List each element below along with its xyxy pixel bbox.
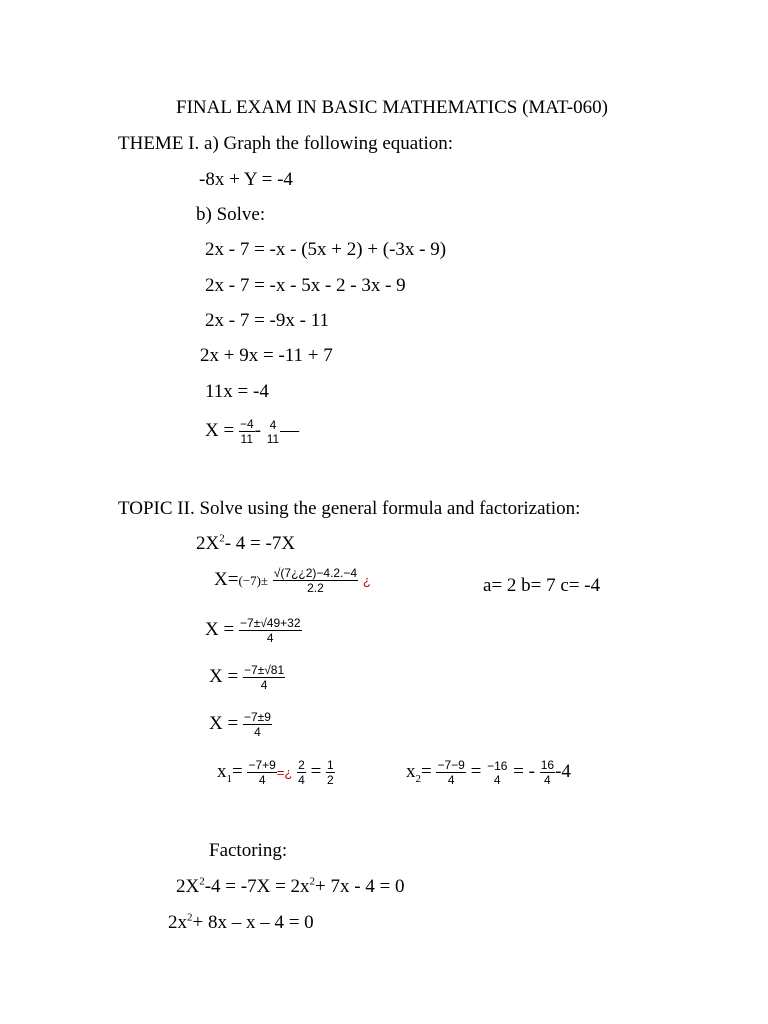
fraction-numerator: √(7¿¿2)−4.2.−4 (273, 566, 358, 581)
fraction-numerator: −7±√81 (243, 663, 285, 678)
solve-step-2: 2x - 7 = -x - 5x - 2 - 3x - 9 (205, 275, 406, 296)
x1-solution (217, 755, 335, 790)
exponent: 2 (187, 911, 193, 924)
equation-part: + 8x – x – 4 = 0 (192, 912, 314, 933)
fraction-numerator: 1 (327, 758, 334, 773)
equation-part: + 7x - 4 = 0 (315, 876, 405, 897)
exponent: 2 (219, 532, 225, 545)
fraction-denominator: 4 (544, 773, 551, 788)
fraction-numerator: −7−9 (437, 758, 465, 773)
theme1-part-b: b) Solve: (196, 204, 266, 225)
formula-step-3 (209, 707, 272, 741)
fraction-denominator: 4 (493, 772, 501, 787)
exponent: 2 (199, 875, 205, 888)
x2-solution (406, 755, 571, 789)
coefficients: a= 2 b= 7 c= -4 (483, 575, 601, 596)
fraction-numerator: −4 (239, 417, 254, 432)
x1-label: x (217, 761, 227, 782)
fraction-numerator: 2 (298, 758, 305, 773)
x2-fraction-3 (540, 758, 555, 787)
fraction-denominator: 2.2 (307, 581, 324, 596)
fraction-denominator: 4 (266, 631, 274, 646)
fraction-numerator: 4 (269, 417, 277, 432)
solve-step-4: 2x + 9x = -11 + 7 (200, 345, 333, 366)
step-fraction (243, 710, 272, 739)
factoring-line-1 (176, 876, 405, 898)
final-fraction-2 (266, 418, 280, 446)
equals: = - (513, 761, 535, 782)
step-prefix: X = (209, 666, 239, 687)
formula-step-2 (209, 660, 285, 694)
equals: = (470, 761, 482, 782)
factoring-line-2 (168, 912, 314, 934)
x2-fraction-2 (486, 759, 508, 787)
x2-label: x (406, 761, 416, 782)
fraction-denominator: 4 (254, 725, 261, 740)
equation-part: 2x (168, 912, 187, 933)
subscript: 1 (226, 772, 232, 785)
fraction-numerator: −7±9 (243, 710, 271, 725)
fraction-denominator: 4 (260, 678, 268, 693)
theme1-equation: -8x + Y = -4 (199, 169, 293, 190)
fraction-denominator: 4 (258, 773, 266, 788)
equation-part: -4 = -7X = 2x (204, 876, 310, 897)
equation-part: 2X (196, 533, 220, 554)
subscript: 2 (415, 772, 421, 785)
solve-step-1: 2x - 7 = -x - (5x + 2) + (-3x - 9) (205, 239, 447, 260)
x1-mark: =¿ (276, 765, 293, 780)
final-dash: - (254, 420, 261, 441)
equation-part: - 4 = -7X (224, 533, 296, 554)
fraction-denominator: 11 (266, 431, 280, 446)
x1-fraction-3 (326, 758, 335, 787)
fraction-numerator: −7+9 (248, 758, 276, 773)
exponent: 2 (309, 875, 316, 888)
equals: = (421, 761, 432, 782)
factoring-heading: Factoring: (209, 840, 288, 861)
fraction-numerator: 16 (540, 758, 555, 773)
fraction-numerator: −16 (487, 758, 508, 773)
topic2-heading: TOPIC II. Solve using the general formula and factorization: (118, 498, 581, 519)
final-fraction-1 (239, 417, 255, 446)
x2-tail: -4 (555, 761, 571, 782)
solve-step-3: 2x - 7 = -9x - 11 (205, 310, 329, 331)
equals: = (232, 761, 243, 782)
page-title: FINAL EXAM IN BASIC MATHEMATICS (MAT-060) (176, 97, 608, 118)
fraction-denominator: 4 (298, 773, 305, 788)
step-prefix: X = (209, 713, 239, 734)
equals: = (310, 761, 322, 782)
quadratic-formula (214, 563, 371, 598)
step-prefix: X = (205, 619, 235, 640)
formula-mark: ¿ (362, 573, 371, 588)
x1-fraction-1 (247, 758, 276, 787)
solve-step-5: 11x = -4 (205, 381, 269, 402)
equation-part: 2X (176, 876, 200, 897)
formula-prefix: X= (214, 569, 239, 590)
final-tail: — (280, 420, 300, 441)
fraction-numerator: −7±√49+32 (239, 616, 301, 631)
formula-lead: (−7)± (238, 573, 269, 588)
x2-fraction-1 (436, 758, 465, 787)
theme1-heading: THEME I. a) Graph the following equation: (118, 133, 454, 154)
x1-fraction-2 (297, 758, 306, 787)
formula-fraction (273, 566, 358, 595)
formula-step-1 (205, 613, 302, 647)
final-prefix: X = (205, 420, 235, 441)
fraction-denominator: 4 (447, 773, 455, 788)
theme1-final-answer (205, 416, 299, 446)
step-fraction (239, 616, 302, 645)
topic2-equation (196, 533, 295, 555)
fraction-denominator: 2 (327, 773, 334, 788)
step-fraction (243, 663, 285, 692)
fraction-denominator: 11 (240, 432, 254, 447)
